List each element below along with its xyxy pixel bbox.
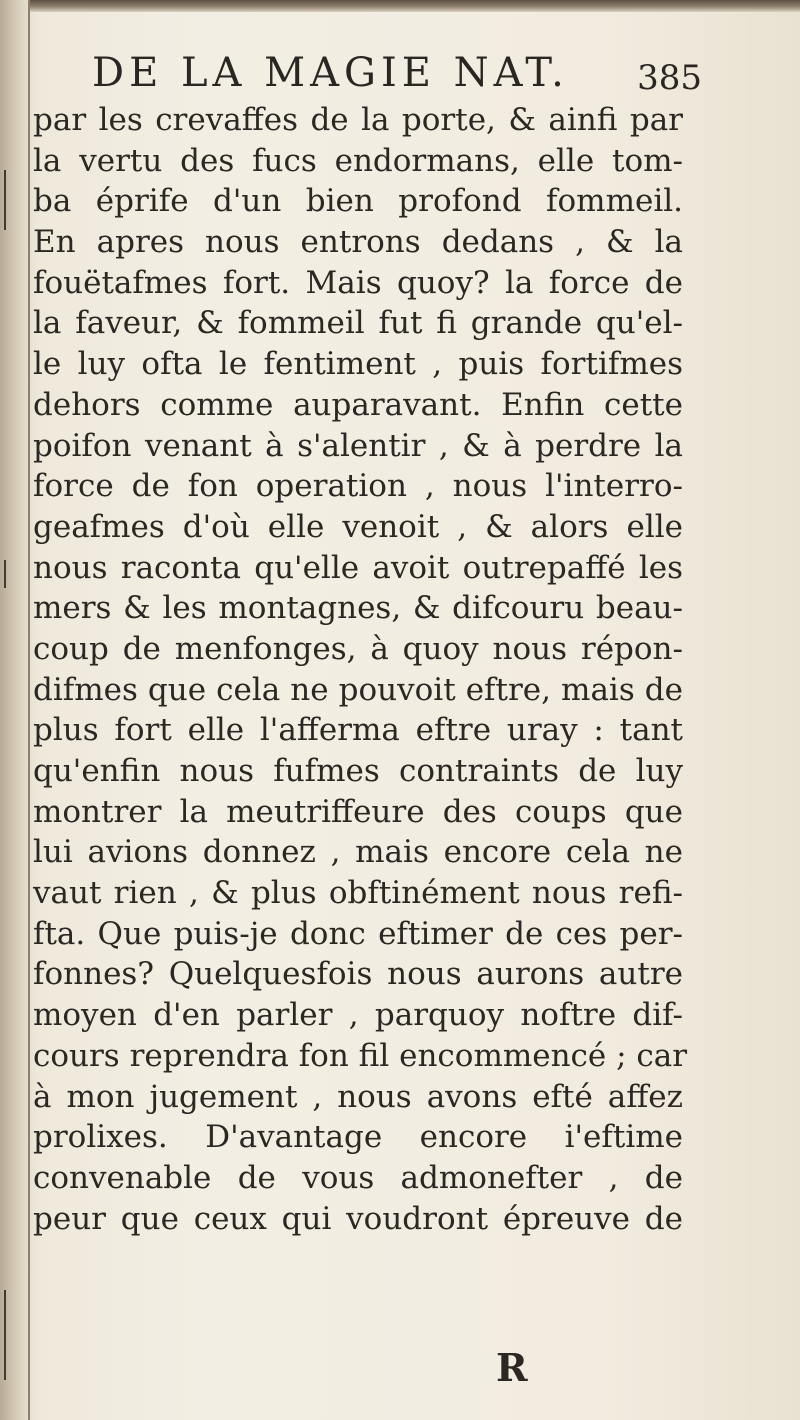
spine-ink-mark [4, 560, 6, 588]
text-line: dehors comme auparavant. Enfin cette [33, 386, 683, 423]
text-line: la vertu des fucs endormans, elle tom- [33, 142, 683, 179]
signature-mark: R [496, 1345, 528, 1390]
text-line: la faveur, & fommeil fut fi grande qu'el- [33, 305, 683, 342]
text-line: le luy ofta le fentiment , puis fortifmes [33, 346, 683, 383]
text-line: plus fort elle l'afferma eftre uray : tant [33, 712, 683, 749]
text-line: geafmes d'où elle venoit , & alors elle [33, 508, 683, 545]
text-line: à mon jugement , nous avons efté affez [33, 1078, 683, 1115]
text-line: prolixes. D'avantage encore i'eftime [33, 1119, 683, 1156]
text-line: montrer la meutriffeure des coups que [33, 793, 683, 830]
text-line: poifon venant à s'alentir , & à perdre la [33, 427, 683, 464]
text-line: peur que ceux qui voudront épreuve de [33, 1200, 683, 1237]
body-text [33, 100, 688, 1239]
text-line: vaut rien , & plus obftinément nous refi- [33, 875, 683, 912]
text-line: qu'enfin nous fufmes contraints de luy [33, 753, 683, 789]
page-header [92, 50, 702, 106]
text-line: par les crevaffes de la porte, & ainfi par [33, 102, 683, 138]
text-line: coup de menfonges, à quoy nous répon- [33, 630, 683, 667]
text-line: ba éprife d'un bien profond fommeil. [33, 183, 683, 220]
running-title: DE LA MAGIE NAT. [92, 50, 569, 96]
text-line: difmes que cela ne pouvoit eftre, mais de [33, 671, 683, 708]
text-line: cours reprendra fon fil encommencé ; car [33, 1037, 688, 1074]
text-line: fouëtafmes fort. Mais quoy? la force de [33, 264, 683, 301]
text-line: force de fon operation , nous l'interro- [33, 468, 683, 505]
page-top-edge [0, 0, 800, 12]
page-number: 385 [637, 58, 702, 98]
text-line: moyen d'en parler , parquoy noftre dif- [33, 997, 683, 1034]
text-line: nous raconta qu'elle avoit outrepaffé les [33, 549, 683, 586]
spine-ink-mark [4, 170, 6, 230]
text-line: lui avions donnez , mais encore cela ne [33, 834, 683, 871]
text-line: convenable de vous admonefter , de [33, 1159, 683, 1196]
spine-ink-mark [4, 1290, 6, 1380]
text-line: mers & les montagnes, & difcouru beau- [33, 590, 683, 627]
book-spine [0, 0, 30, 1420]
text-line: En apres nous entrons dedans , & la [33, 224, 683, 261]
text-line: fonnes? Quelquesfois nous aurons autre [33, 956, 683, 993]
text-line: fta. Que puis-je donc eftimer de ces per- [33, 915, 683, 952]
